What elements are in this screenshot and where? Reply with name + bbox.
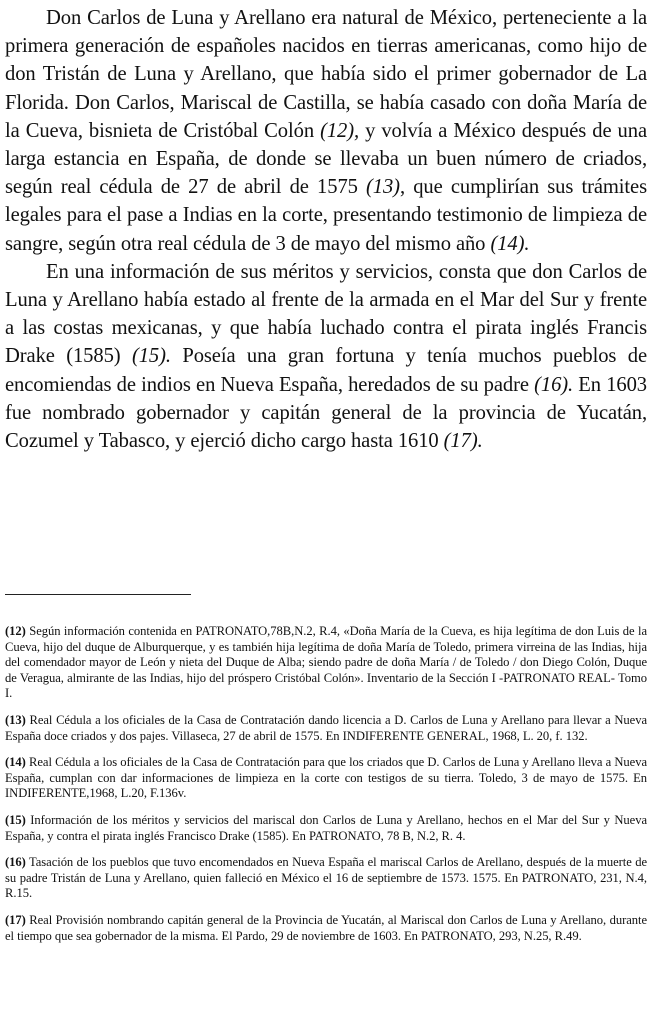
footnote-text: Información de los méritos y servicios del mariscal don Carlos de Luna y Arellano, hechos en el Mar del Sur y Nueva España, y contra el pirata inglés Francisco Drake (1585). En PATRONATO, 78 B, N.2, R. 4. <box>5 812 647 843</box>
document-page <box>5 4 647 455</box>
body-paragraph-1 <box>5 4 647 258</box>
footnote-14 <box>5 755 647 802</box>
footnote-12 <box>5 624 647 702</box>
footnote-text: Real Cédula a los oficiales de la Casa de Contratación dando licencia a D. Carlos de Luna y Arellano para llevar a Nueva España doce criados y dos pajes. Villaseca, 27 de abril de 1575. En INDIFERENTE GENERAL, 1968, L. 20, f. 132. <box>5 712 647 743</box>
paragraph-text: Poseía una gran fortuna y tenía muchos pueblos de encomiendas de indios en Nueva España, heredados de su padre <box>5 345 648 396</box>
footnote-separator <box>5 594 191 595</box>
footnote-text: Tasación de los pueblos que tuvo encomendados en Nueva España el mariscal Carlos de Arellano, después de la muerte de su padre Tristán de Luna y Arellano, quien falleció en México el 16 de septiembre de 1573. 1575. En PATRONATO, 231, N.4, R.15. <box>5 855 647 901</box>
paragraph-text: y volvía a México después de una larga estancia en España, de donde se llevaba un buen número de criados, según real cédula de 27 de abril de 1575 <box>5 119 647 199</box>
paragraph-text: , que cumplirían sus trámites legales para el pase a Indias en la corte, presentando testimonio de limpieza de sangre, según otra real cédula de 3 de mayo del mismo año <box>5 176 647 255</box>
footnote-number: (15) <box>5 812 26 827</box>
footnote-15 <box>5 813 647 844</box>
footnote-number: (14) <box>5 755 26 770</box>
paragraph-text: En 1603 fue nombrado gobernador y capitán general de la provincia de Yucatán, Cozumel y Tabasco, y ejerció dicho cargo hasta 1610 <box>5 373 647 453</box>
footnote-reference-15: (15). <box>131 345 171 368</box>
footnote-17 <box>5 913 647 944</box>
footnote-number: (13) <box>5 712 26 727</box>
footnote-reference-14: (14). <box>490 232 530 255</box>
body-text <box>5 4 647 455</box>
paragraph-text: En una información de sus méritos y servicios, consta que don Carlos de Luna y Arellano había estado al frente de la armada en el Mar del Sur y frente a las costas mexicanas, y que había luchado contra el pirata inglés Francis Drake (1585) <box>5 260 647 368</box>
footnote-reference-13: (13) <box>366 176 400 199</box>
footnote-text: Real Provisión nombrando capitán general de la Provincia de Yucatán, al Mariscal don Carlos de Luna y Arellano, durante el tiempo que sea gobernador de la misma. El Pardo, 29 de noviembre de 1603. En PATRONATO, 293, N.25, R.49. <box>5 912 647 943</box>
body-paragraph-2 <box>5 258 647 455</box>
footnote-16 <box>5 855 647 902</box>
footnote-number: (17) <box>5 912 26 927</box>
footnote-text: Según información contenida en PATRONATO,78B,N.2, R.4, «Doña María de la Cueva, es hija legítima de don Luis de la Cueva, hijo del duque de Alburquerque, y es también hija legítima de doña María de Toledo, primera virreina de las Indias, hija del comendador mayor de León y nieta del Duque de Alba; siendo padre de doña María / de Toledo / don Diego Colón, Duque de Veragua, almirante de las Indias, hijo del próspero Cristóbal Colón». Inventario de la Sección I -PATRONATO REAL- Tomo I. <box>5 624 647 701</box>
footnote-reference-17: (17). <box>443 430 483 453</box>
footnote-number: (16) <box>5 855 26 870</box>
footnotes <box>5 624 647 955</box>
paragraph-text: Don Carlos de Luna y Arellano era natural de México, perteneciente a la primera generación de españoles nacidos en tierras americanas, como hijo de don Tristán de Luna y Arellano, que había sido el primer gobernador de La Florida. Don Carlos, Mariscal de Castilla, se había casado con doña María de la Cueva, bisnieta de Cristóbal Colón <box>5 7 647 142</box>
footnote-number: (12) <box>5 624 26 638</box>
footnote-reference-12: (12), <box>320 119 360 142</box>
footnote-reference-16: (16). <box>534 373 574 396</box>
footnote-text: Real Cédula a los oficiales de la Casa de Contratación para que los criados que D. Carlos de Luna y Arellano lleva a Nueva España, cumplan con dar informaciones de limpieza en la corte con testigos de su tierra. Toledo, 3 de mayo de 1575. En INDIFERENTE,1968, L.20, F.136v. <box>5 755 647 801</box>
footnote-13 <box>5 713 647 744</box>
